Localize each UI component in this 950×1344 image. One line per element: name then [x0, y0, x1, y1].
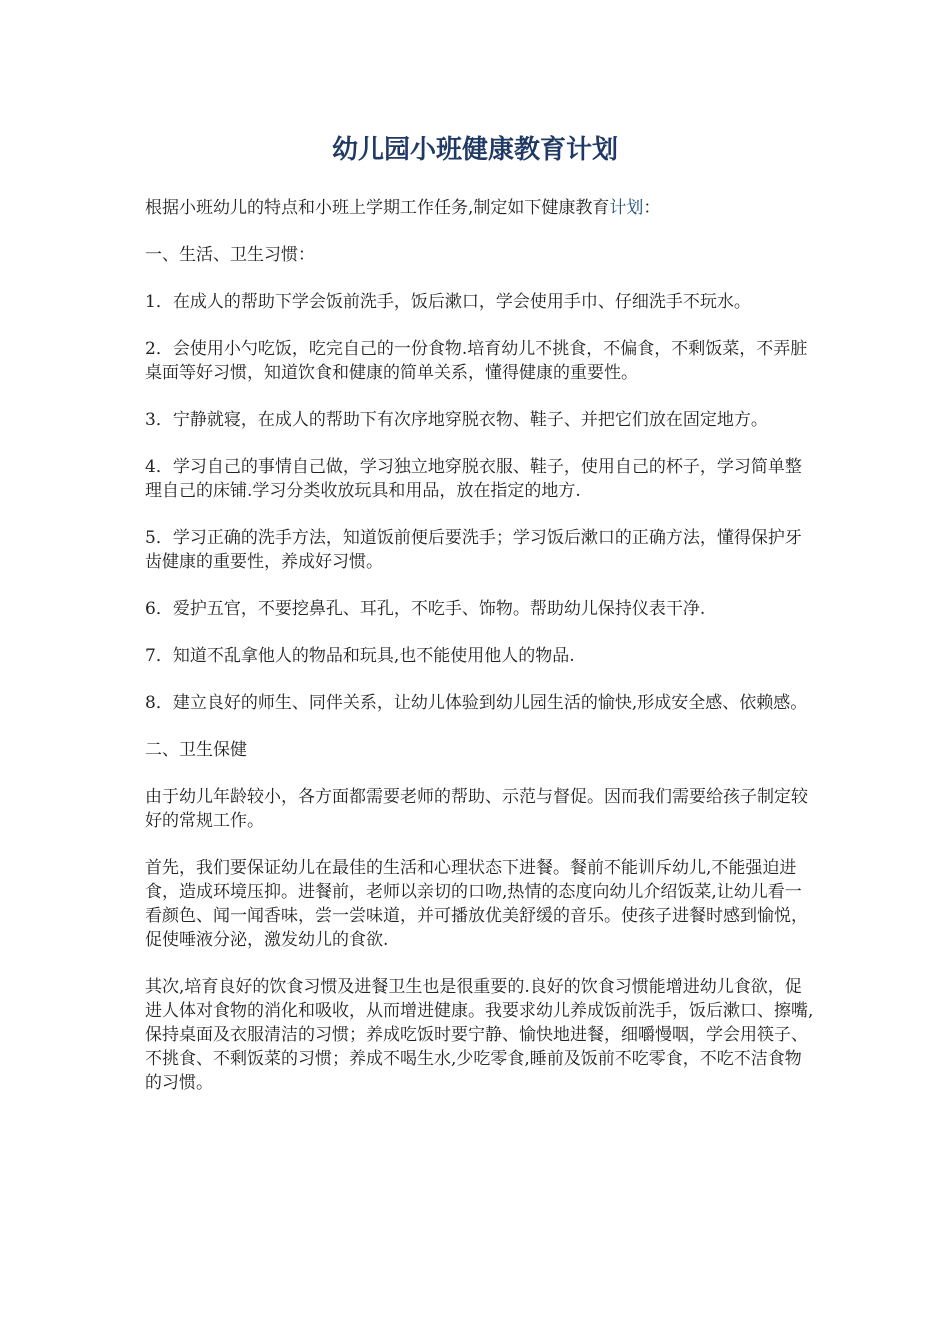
section-heading-health-care: 二、卫生保健	[145, 740, 247, 760]
list-item: 5．学习正确的洗手方法，知道饭前便后要洗手；学习饭后漱口的正确方法，懂得保护牙齿健康的重要性，养成好习惯。	[145, 528, 802, 572]
intro-paragraph	[145, 196, 815, 220]
body-paragraph: 由于幼儿年龄较小，各方面都需要老师的帮助、示范与督促。因而我们需要给孩子制定较好的常规工作。	[145, 787, 808, 831]
list-item: 1．在成人的帮助下学会饭前洗手，饭后漱口，学会使用手巾、仔细洗手不玩水。	[145, 292, 751, 312]
list-item: 7．知道不乱拿他人的物品和玩具,也不能使用他人的物品.	[145, 646, 575, 666]
list-item: 3．宁静就寝，在成人的帮助下有次序地穿脱衣物、鞋子、并把它们放在固定地方。	[145, 410, 768, 430]
plan-link[interactable]: 计划	[609, 198, 644, 218]
intro-text: 根据小班幼儿的特点和小班上学期工作任务,制定如下健康教育	[145, 198, 610, 218]
list-item: 8．建立良好的师生、同伴关系，让幼儿体验到幼儿园生活的愉快,形成安全感、依赖感。	[145, 693, 808, 713]
list-item: 4．学习自己的事情自己做，学习独立地穿脱衣服、鞋子，使用自己的杯子，学习简单整理自己的床铺.学习分类收放玩具和用品，放在指定的地方.	[145, 457, 802, 501]
list-item: 2．会使用小勺吃饭，吃完自己的一份食物.培育幼儿不挑食，不偏食，不剩饭菜，不弄脏桌面等好习惯，知道饮食和健康的简单关系，懂得健康的重要性。	[145, 339, 808, 383]
document-body	[145, 196, 815, 1118]
body-paragraph: 其次,培育良好的饮食习惯及进餐卫生也是很重要的.良好的饮食习惯能增进幼儿食欲，促进人体对食物的消化和吸收，从而增进健康。我要求幼儿养成饭前洗手，饭后漱口、擦嘴,保持桌面及衣服清洁的习惯；养成吃饭时要宁静、愉快地进餐，细嚼慢咽，学会用筷子、不挑食、不剩饭菜的习惯；养成不喝生水,少吃零食,睡前及饭前不吃零食，不吃不洁食物的习惯。	[145, 977, 814, 1093]
list-item: 6．爱护五官，不要挖鼻孔、耳孔，不吃手、饰物。帮助幼儿保持仪表干净.	[145, 599, 706, 619]
document-title: 幼儿园小班健康教育计划	[331, 135, 618, 165]
intro-tail: ：	[643, 198, 661, 218]
body-paragraph: 首先，我们要保证幼儿在最佳的生活和心理状态下进餐。餐前不能训斥幼儿,不能强迫进食，造成环境压抑。进餐前，老师以亲切的口吻,热情的态度向幼儿介绍饭菜,让幼儿看一看颜色、闻一闻香味，尝一尝味道，并可播放优美舒缓的音乐。使孩子进餐时感到愉悦，促使唾液分泌，激发幼儿的食欲.	[145, 858, 808, 950]
section-heading-habits: 一、生活、卫生习惯：	[145, 245, 315, 265]
